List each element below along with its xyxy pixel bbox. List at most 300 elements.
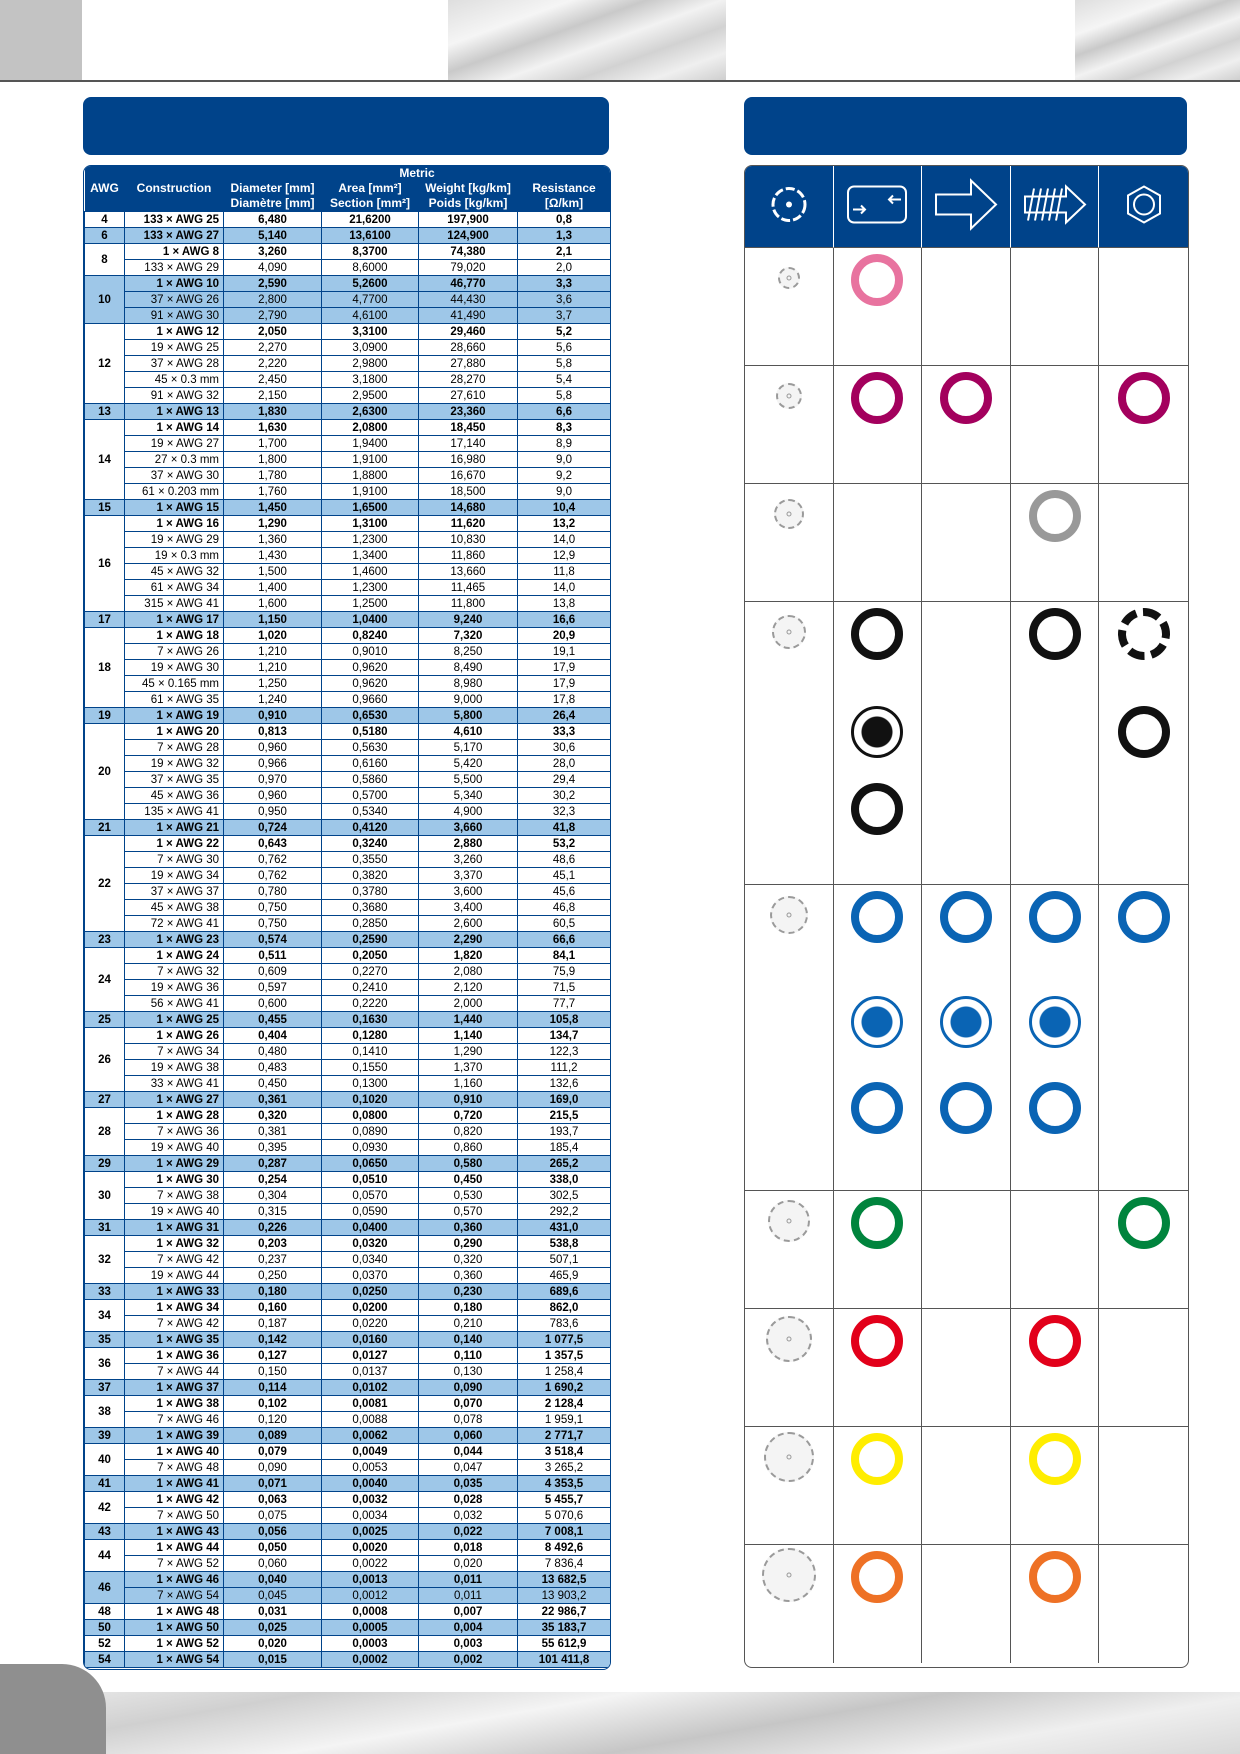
table-row [85, 820, 611, 836]
grid-cell [834, 248, 923, 366]
weight-cell: 0,004 [419, 1620, 518, 1636]
weight-cell: 28,270 [419, 372, 518, 388]
diameter-cell: 0,075 [224, 1508, 322, 1524]
diameter-cell: 0,480 [224, 1044, 322, 1060]
construction-cell: 1 × AWG 42 [125, 1492, 224, 1508]
weight-cell: 0,070 [419, 1396, 518, 1412]
diameter-cell: 1,210 [224, 644, 322, 660]
construction-cell: 1 × AWG 22 [125, 836, 224, 852]
table-row [85, 1428, 611, 1444]
weight-cell: 4,900 [419, 804, 518, 820]
weight-cell: 11,465 [419, 580, 518, 596]
weight-cell: 0,530 [419, 1188, 518, 1204]
awg-table-container [83, 165, 611, 1670]
construction-cell: 1 × AWG 30 [125, 1172, 224, 1188]
resistance-cell: 46,8 [518, 900, 611, 916]
diameter-cell: 1,250 [224, 676, 322, 692]
weight-cell: 46,770 [419, 276, 518, 292]
construction-cell: 135 × AWG 41 [125, 804, 224, 820]
table-row [85, 356, 611, 372]
awg-cell: 42 [85, 1492, 125, 1524]
table-row [85, 996, 611, 1012]
area-cell: 0,0127 [322, 1348, 419, 1364]
diameter-cell: 0,960 [224, 740, 322, 756]
weight-cell: 0,090 [419, 1380, 518, 1396]
grid-header-cell [1011, 166, 1100, 248]
weight-cell: 0,110 [419, 1348, 518, 1364]
area-cell: 0,2270 [322, 964, 419, 980]
resistance-cell: 1 357,5 [518, 1348, 611, 1364]
purple-ring-marker [851, 372, 903, 424]
hexagon-icon [1124, 183, 1164, 230]
area-cell: 0,9660 [322, 692, 419, 708]
construction-cell: 1 × AWG 21 [125, 820, 224, 836]
diameter-cell: 0,762 [224, 852, 322, 868]
area-cell: 0,0200 [322, 1300, 419, 1316]
area-cell: 1,2500 [322, 596, 419, 612]
construction-cell: 37 × AWG 30 [125, 468, 224, 484]
resistance-cell: 32,3 [518, 804, 611, 820]
table-row [85, 772, 611, 788]
area-cell: 1,0400 [322, 612, 419, 628]
construction-cell: 1 × AWG 15 [125, 500, 224, 516]
awg-cell: 12 [85, 324, 125, 404]
grid-header-cell [834, 166, 923, 248]
table-row [85, 1460, 611, 1476]
blue-ring-marker [851, 1082, 903, 1134]
diameter-cell: 0,056 [224, 1524, 322, 1540]
resistance-cell: 5,6 [518, 340, 611, 356]
construction-cell: 19 × AWG 32 [125, 756, 224, 772]
weight-cell: 13,660 [419, 564, 518, 580]
resistance-cell: 3 265,2 [518, 1460, 611, 1476]
weight-cell: 79,020 [419, 260, 518, 276]
grid-cell [922, 602, 1011, 885]
construction-cell: 7 × AWG 30 [125, 852, 224, 868]
area-cell: 0,5630 [322, 740, 419, 756]
table-row [85, 948, 611, 964]
construction-cell: 19 × AWG 36 [125, 980, 224, 996]
table-row [85, 740, 611, 756]
construction-cell: 7 × AWG 42 [125, 1316, 224, 1332]
resistance-unit-header: [Ω/km] [518, 196, 611, 212]
table-row [85, 468, 611, 484]
diameter-cell: 0,304 [224, 1188, 322, 1204]
weight-cell: 14,680 [419, 500, 518, 516]
awg-cell: 46 [85, 1572, 125, 1604]
awg-cell: 23 [85, 932, 125, 948]
grid-cell [922, 1309, 1011, 1427]
table-row [85, 1220, 611, 1236]
awg-cell: 13 [85, 404, 125, 420]
resistance-cell: 33,3 [518, 724, 611, 740]
resistance-cell: 45,6 [518, 884, 611, 900]
resistance-cell: 1 258,4 [518, 1364, 611, 1380]
grid-cell [922, 366, 1011, 484]
resistance-cell: 0,8 [518, 212, 611, 228]
black-ring-marker [851, 783, 903, 835]
cable-cross-section-icon [764, 1432, 814, 1482]
weight-cell: 10,830 [419, 532, 518, 548]
weight-cell: 28,660 [419, 340, 518, 356]
diameter-cell: 0,045 [224, 1588, 322, 1604]
diameter-cell: 3,260 [224, 244, 322, 260]
resistance-cell: 7 836,4 [518, 1556, 611, 1572]
area-cell: 0,2590 [322, 932, 419, 948]
diameter-cell: 0,102 [224, 1396, 322, 1412]
diameter-cell: 0,031 [224, 1604, 322, 1620]
weight-cell: 27,610 [419, 388, 518, 404]
table-row [85, 1636, 611, 1652]
construction-cell: 19 × 0.3 mm [125, 548, 224, 564]
table-row [85, 500, 611, 516]
area-cell: 2,9800 [322, 356, 419, 372]
area-cell: 1,3400 [322, 548, 419, 564]
diameter-cell: 0,120 [224, 1412, 322, 1428]
diameter-cell: 0,404 [224, 1028, 322, 1044]
area-cell: 0,0049 [322, 1444, 419, 1460]
diameter-header: Diameter [mm] [224, 181, 322, 196]
table-row [85, 1060, 611, 1076]
construction-cell: 1 × AWG 36 [125, 1348, 224, 1364]
area-cell: 3,3100 [322, 324, 419, 340]
area-cell: 0,6160 [322, 756, 419, 772]
resistance-cell: 53,2 [518, 836, 611, 852]
weight-cell: 0,360 [419, 1268, 518, 1284]
construction-cell: 1 × AWG 23 [125, 932, 224, 948]
construction-cell: 133 × AWG 27 [125, 228, 224, 244]
diameter-cell: 1,800 [224, 452, 322, 468]
weight-cell: 11,800 [419, 596, 518, 612]
weight-cell: 5,800 [419, 708, 518, 724]
table-row [85, 1492, 611, 1508]
area-cell: 0,0081 [322, 1396, 419, 1412]
area-cell: 0,3780 [322, 884, 419, 900]
construction-cell: 45 × AWG 32 [125, 564, 224, 580]
area-cell: 13,6100 [322, 228, 419, 244]
awg-cell: 18 [85, 628, 125, 708]
grid-title-bar [744, 97, 1187, 155]
grid-cell [745, 484, 834, 602]
grid-cell [834, 484, 923, 602]
awg-cell: 40 [85, 1444, 125, 1476]
construction-cell: 19 × AWG 30 [125, 660, 224, 676]
resistance-cell: 48,6 [518, 852, 611, 868]
construction-cell: 19 × AWG 40 [125, 1204, 224, 1220]
resistance-cell: 465,9 [518, 1268, 611, 1284]
black-ring-marker [1029, 608, 1081, 660]
diameter-cell: 0,966 [224, 756, 322, 772]
table-row [85, 404, 611, 420]
awg-table [84, 166, 611, 1668]
grid-cell [1011, 1309, 1100, 1427]
grid-cell [1011, 602, 1100, 885]
table-row [85, 644, 611, 660]
table-row [85, 916, 611, 932]
diameter-cell: 0,395 [224, 1140, 322, 1156]
area-cell: 0,0062 [322, 1428, 419, 1444]
weight-cell: 0,820 [419, 1124, 518, 1140]
resistance-cell: 111,2 [518, 1060, 611, 1076]
diameter-cell: 0,750 [224, 916, 322, 932]
resistance-cell: 105,8 [518, 1012, 611, 1028]
table-row [85, 1476, 611, 1492]
resistance-cell: 14,0 [518, 580, 611, 596]
table-row [85, 900, 611, 916]
resistance-cell: 265,2 [518, 1156, 611, 1172]
table-row [85, 932, 611, 948]
table-row [85, 724, 611, 740]
diameter-header-fr: Diamètre [mm] [224, 196, 322, 212]
diameter-cell: 2,270 [224, 340, 322, 356]
diameter-cell: 1,760 [224, 484, 322, 500]
area-cell: 0,3680 [322, 900, 419, 916]
grid-cell [834, 1545, 923, 1663]
diameter-cell: 1,700 [224, 436, 322, 452]
resistance-cell: 1,3 [518, 228, 611, 244]
table-row [85, 564, 611, 580]
diameter-cell: 0,970 [224, 772, 322, 788]
green-ring-marker [851, 1197, 903, 1249]
construction-cell: 1 × AWG 28 [125, 1108, 224, 1124]
area-cell: 0,1410 [322, 1044, 419, 1060]
construction-cell: 1 × AWG 46 [125, 1572, 224, 1588]
area-cell: 0,2410 [322, 980, 419, 996]
table-row [85, 676, 611, 692]
weight-cell: 44,430 [419, 292, 518, 308]
table-row [85, 980, 611, 996]
diameter-cell: 1,450 [224, 500, 322, 516]
area-cell: 0,0650 [322, 1156, 419, 1172]
table-row [85, 1188, 611, 1204]
construction-cell: 7 × AWG 54 [125, 1588, 224, 1604]
construction-cell: 1 × AWG 13 [125, 404, 224, 420]
construction-cell: 91 × AWG 30 [125, 308, 224, 324]
area-cell: 0,6530 [322, 708, 419, 724]
table-row [85, 1380, 611, 1396]
table-row [85, 1108, 611, 1124]
double-arrow-panel-icon [845, 183, 909, 230]
area-cell: 1,4600 [322, 564, 419, 580]
grid-cell [1011, 885, 1100, 1191]
grid-cell [922, 1191, 1011, 1309]
weight-cell: 0,320 [419, 1252, 518, 1268]
area-cell: 1,3100 [322, 516, 419, 532]
diameter-cell: 0,250 [224, 1268, 322, 1284]
diameter-cell: 2,450 [224, 372, 322, 388]
weight-cell: 0,032 [419, 1508, 518, 1524]
weight-cell: 0,047 [419, 1460, 518, 1476]
construction-cell: 1 × AWG 8 [125, 244, 224, 260]
awg-cell: 20 [85, 724, 125, 820]
area-cell: 1,2300 [322, 580, 419, 596]
resistance-cell: 507,1 [518, 1252, 611, 1268]
diameter-cell: 0,015 [224, 1652, 322, 1668]
weight-cell: 18,450 [419, 420, 518, 436]
awg-cell: 16 [85, 516, 125, 612]
resistance-cell: 71,5 [518, 980, 611, 996]
grid-cell [922, 248, 1011, 366]
resistance-cell: 862,0 [518, 1300, 611, 1316]
table-row [85, 276, 611, 292]
awg-cell: 15 [85, 500, 125, 516]
area-cell: 0,5340 [322, 804, 419, 820]
area-cell: 0,0570 [322, 1188, 419, 1204]
diameter-cell: 0,237 [224, 1252, 322, 1268]
diameter-cell: 0,090 [224, 1460, 322, 1476]
diameter-cell: 0,813 [224, 724, 322, 740]
diameter-cell: 0,254 [224, 1172, 322, 1188]
construction-cell: 37 × AWG 28 [125, 356, 224, 372]
grid-cell [1011, 248, 1100, 366]
diameter-cell: 0,780 [224, 884, 322, 900]
resistance-cell: 6,6 [518, 404, 611, 420]
area-cell: 0,0020 [322, 1540, 419, 1556]
construction-cell: 61 × 0.203 mm [125, 484, 224, 500]
table-row [85, 1524, 611, 1540]
area-cell: 0,1630 [322, 1012, 419, 1028]
diameter-cell: 0,574 [224, 932, 322, 948]
area-cell: 1,9100 [322, 484, 419, 500]
diameter-cell: 0,950 [224, 804, 322, 820]
table-row [85, 452, 611, 468]
area-cell: 0,0800 [322, 1108, 419, 1124]
diameter-cell: 0,226 [224, 1220, 322, 1236]
weight-cell: 27,880 [419, 356, 518, 372]
area-cell: 8,3700 [322, 244, 419, 260]
resistance-cell: 193,7 [518, 1124, 611, 1140]
construction-cell: 1 × AWG 18 [125, 628, 224, 644]
table-row [85, 532, 611, 548]
diameter-cell: 5,140 [224, 228, 322, 244]
resistance-cell: 5,2 [518, 324, 611, 340]
area-cell: 0,9010 [322, 644, 419, 660]
grid-cell [922, 1545, 1011, 1663]
area-cell: 0,0510 [322, 1172, 419, 1188]
construction-cell: 1 × AWG 25 [125, 1012, 224, 1028]
awg-cell: 32 [85, 1236, 125, 1284]
awg-cell: 14 [85, 420, 125, 500]
grid-cell [745, 1191, 834, 1309]
resistance-cell: 14,0 [518, 532, 611, 548]
weight-cell: 1,440 [419, 1012, 518, 1028]
diameter-cell: 0,750 [224, 900, 322, 916]
awg-cell: 31 [85, 1220, 125, 1236]
area-cell: 0,0053 [322, 1460, 419, 1476]
spring-arrow-icon [1022, 182, 1088, 231]
diameter-cell: 0,071 [224, 1476, 322, 1492]
black-dashed-marker [1118, 608, 1170, 660]
resistance-cell: 3 518,4 [518, 1444, 611, 1460]
grid-cell [1099, 1545, 1188, 1663]
grid-cell [1099, 1309, 1188, 1427]
table-row [85, 1268, 611, 1284]
resistance-cell: 431,0 [518, 1220, 611, 1236]
grid-cell [1011, 366, 1100, 484]
grid-cell [834, 1427, 923, 1545]
resistance-cell: 17,8 [518, 692, 611, 708]
orange-ring-marker [1029, 1551, 1081, 1603]
table-row [85, 756, 611, 772]
table-row [85, 1044, 611, 1060]
diameter-cell: 0,910 [224, 708, 322, 724]
cable-cross-section-icon [778, 267, 800, 289]
area-cell: 0,0370 [322, 1268, 419, 1284]
resistance-cell: 8,9 [518, 436, 611, 452]
yellow-ring-marker [851, 1433, 903, 1485]
table-row [85, 964, 611, 980]
resistance-cell: 9,2 [518, 468, 611, 484]
diameter-cell: 0,315 [224, 1204, 322, 1220]
diameter-cell: 0,025 [224, 1620, 322, 1636]
awg-header: AWG [85, 166, 125, 212]
cable-cross-section-icon [768, 1200, 810, 1242]
area-cell: 0,0013 [322, 1572, 419, 1588]
resistance-cell: 28,0 [518, 756, 611, 772]
weight-cell: 0,020 [419, 1556, 518, 1572]
table-row [85, 1556, 611, 1572]
resistance-cell: 30,6 [518, 740, 611, 756]
awg-cell: 30 [85, 1172, 125, 1220]
weight-cell: 1,160 [419, 1076, 518, 1092]
resistance-cell: 302,5 [518, 1188, 611, 1204]
area-cell: 8,6000 [322, 260, 419, 276]
table-row [85, 692, 611, 708]
area-cell: 0,3820 [322, 868, 419, 884]
table-row [85, 836, 611, 852]
diameter-cell: 0,160 [224, 1300, 322, 1316]
weight-cell: 124,900 [419, 228, 518, 244]
blue-filled-marker [940, 996, 992, 1048]
table-row [85, 1572, 611, 1588]
table-row [85, 372, 611, 388]
area-cell: 0,2050 [322, 948, 419, 964]
construction-header: Construction [125, 166, 224, 212]
weight-cell: 0,570 [419, 1204, 518, 1220]
construction-cell: 7 × AWG 32 [125, 964, 224, 980]
diameter-cell: 1,600 [224, 596, 322, 612]
area-cell: 1,6500 [322, 500, 419, 516]
blue-ring-marker [940, 1082, 992, 1134]
awg-cell: 48 [85, 1604, 125, 1620]
area-cell: 0,1550 [322, 1060, 419, 1076]
weight-cell: 3,600 [419, 884, 518, 900]
table-row [85, 1300, 611, 1316]
resistance-cell: 1 077,5 [518, 1332, 611, 1348]
grid-cell [834, 885, 923, 1191]
table-row [85, 1444, 611, 1460]
construction-cell: 19 × AWG 34 [125, 868, 224, 884]
diameter-cell: 0,609 [224, 964, 322, 980]
table-row [85, 324, 611, 340]
area-cell: 0,0025 [322, 1524, 419, 1540]
resistance-cell: 2 128,4 [518, 1396, 611, 1412]
construction-cell: 19 × AWG 29 [125, 532, 224, 548]
area-cell: 2,0800 [322, 420, 419, 436]
grid-cell [1099, 885, 1188, 1191]
resistance-cell: 1 959,1 [518, 1412, 611, 1428]
resistance-cell: 29,4 [518, 772, 611, 788]
diameter-cell: 0,142 [224, 1332, 322, 1348]
construction-cell: 1 × AWG 14 [125, 420, 224, 436]
grid-cell [1011, 1191, 1100, 1309]
weight-cell: 41,490 [419, 308, 518, 324]
area-cell: 0,0160 [322, 1332, 419, 1348]
weight-cell: 5,420 [419, 756, 518, 772]
grid-cell [1011, 1427, 1100, 1545]
construction-cell: 1 × AWG 32 [125, 1236, 224, 1252]
resistance-cell: 13 903,2 [518, 1588, 611, 1604]
